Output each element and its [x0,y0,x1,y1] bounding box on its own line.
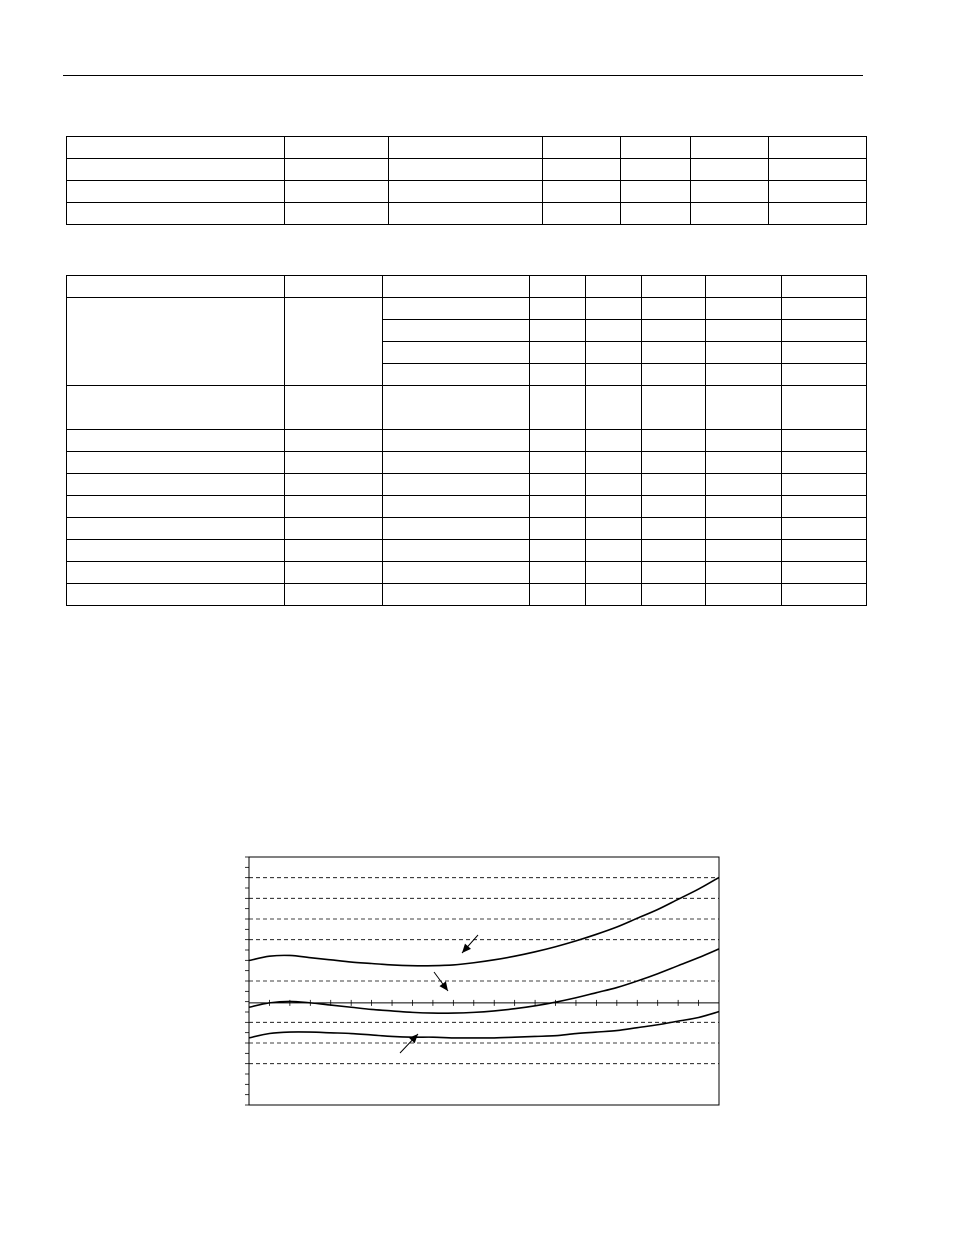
table-cell [642,342,706,364]
table-cell [67,562,285,584]
table-cell [67,452,285,474]
table-cell [67,584,285,606]
arrow-middle-curve [434,972,448,991]
table-cell [530,562,586,584]
table-cell [586,540,642,562]
table-cell [586,452,642,474]
table-cell [530,298,586,320]
table-cell [383,584,530,606]
table-row [67,496,867,518]
series-line-3 [249,1012,719,1038]
table-cell [691,159,769,181]
table-cell [383,562,530,584]
table-cell [586,518,642,540]
table-cell [530,430,586,452]
arrow-upper-curve [462,935,478,953]
table-row [67,518,867,540]
table-cell [285,430,383,452]
table-cell [285,386,383,430]
table-cell [621,181,691,203]
table-cell [285,203,389,225]
table-cell [782,276,867,298]
table-cell [706,540,782,562]
table-cell [642,386,706,430]
table-cell [543,203,621,225]
table-cell [383,474,530,496]
series-lines [249,877,719,1038]
table-cell [706,562,782,584]
table-cell [586,276,642,298]
spec-table-1 [66,136,867,225]
table-cell [383,342,530,364]
table-cell [586,320,642,342]
table-cell [285,540,383,562]
table-cell [285,518,383,540]
table-cell [769,137,867,159]
table-cell [586,496,642,518]
table-cell [383,540,530,562]
table-cell [782,298,867,320]
table-row [67,452,867,474]
table-cell [389,159,543,181]
table-cell [769,159,867,181]
table-cell [530,584,586,606]
table-cell [285,562,383,584]
table-cell [530,452,586,474]
table-cell [530,320,586,342]
table-cell [285,496,383,518]
table-cell [706,584,782,606]
header-rule [63,75,863,76]
table-cell [642,320,706,342]
table-cell-merged [67,298,285,386]
table-cell [782,562,867,584]
table-cell [782,474,867,496]
table-cell [586,430,642,452]
table-row [67,540,867,562]
table-cell [782,342,867,364]
table-cell [586,584,642,606]
table-cell [543,181,621,203]
table-cell [383,364,530,386]
table-cell [67,386,285,430]
table-cell [530,386,586,430]
series-line-1 [249,877,719,965]
table-cell [769,203,867,225]
spec-table-2 [66,275,867,606]
table-cell [285,584,383,606]
table-cell [782,496,867,518]
table-cell [706,276,782,298]
table-cell [642,562,706,584]
table-cell [530,518,586,540]
table-row [67,276,867,298]
table-cell [782,452,867,474]
table-cell [642,584,706,606]
table-cell [642,474,706,496]
table-cell [389,137,543,159]
table-cell [621,159,691,181]
table-cell [530,364,586,386]
table-cell [706,474,782,496]
table-cell [67,203,285,225]
table-cell [389,203,543,225]
table-cell [782,430,867,452]
table-row [67,430,867,452]
table-cell [383,276,530,298]
table-cell [782,584,867,606]
table-row [67,203,867,225]
table-cell [586,364,642,386]
line-chart [240,852,730,1112]
grid-lines [249,878,719,1064]
table-cell [706,452,782,474]
table-cell [586,474,642,496]
table-cell [383,386,530,430]
table-cell [530,540,586,562]
table-cell [706,342,782,364]
table-row [67,386,867,430]
table-cell [67,518,285,540]
table-cell [383,452,530,474]
table-cell [383,298,530,320]
table-cell [706,298,782,320]
table-cell [67,540,285,562]
table-cell [706,386,782,430]
table-cell [586,298,642,320]
table-cell [621,137,691,159]
table-cell [642,430,706,452]
table-cell [530,496,586,518]
table-cell [691,181,769,203]
table-cell [642,276,706,298]
table-cell [530,474,586,496]
table-row [67,584,867,606]
table-cell [586,342,642,364]
table-cell [706,496,782,518]
table-row [67,181,867,203]
table-cell [621,203,691,225]
table-cell [642,364,706,386]
table-cell [285,137,389,159]
table-cell [543,137,621,159]
table-cell [67,474,285,496]
table-cell [706,320,782,342]
table-cell [706,364,782,386]
table-cell [285,181,389,203]
table-cell [782,518,867,540]
table-cell [642,496,706,518]
table-cell [691,203,769,225]
table-cell-merged [285,298,383,386]
table-cell [782,364,867,386]
table-cell [285,474,383,496]
table-cell [383,430,530,452]
table-cell [389,181,543,203]
table-row [67,159,867,181]
table-cell [285,452,383,474]
curve-arrows [400,935,478,1053]
table-cell [586,386,642,430]
table-cell [543,159,621,181]
table-cell [67,159,285,181]
table-cell [285,159,389,181]
table-cell [383,496,530,518]
table-cell [586,562,642,584]
table-cell [642,298,706,320]
table-cell [67,496,285,518]
table-cell [383,518,530,540]
table-cell [642,452,706,474]
table-cell [642,518,706,540]
table-cell [67,137,285,159]
table-row [67,137,867,159]
table-row [67,562,867,584]
table-cell [782,540,867,562]
table-cell [285,276,383,298]
table-cell [782,320,867,342]
table-row [67,474,867,496]
table-cell [67,276,285,298]
table-row [67,298,867,320]
table-cell [706,430,782,452]
table-cell [782,386,867,430]
table-cell [67,181,285,203]
table-cell [383,320,530,342]
table-cell [530,276,586,298]
table-cell [530,342,586,364]
table-cell [642,540,706,562]
table-cell [67,430,285,452]
table-cell [706,518,782,540]
table-cell [769,181,867,203]
table-cell [691,137,769,159]
